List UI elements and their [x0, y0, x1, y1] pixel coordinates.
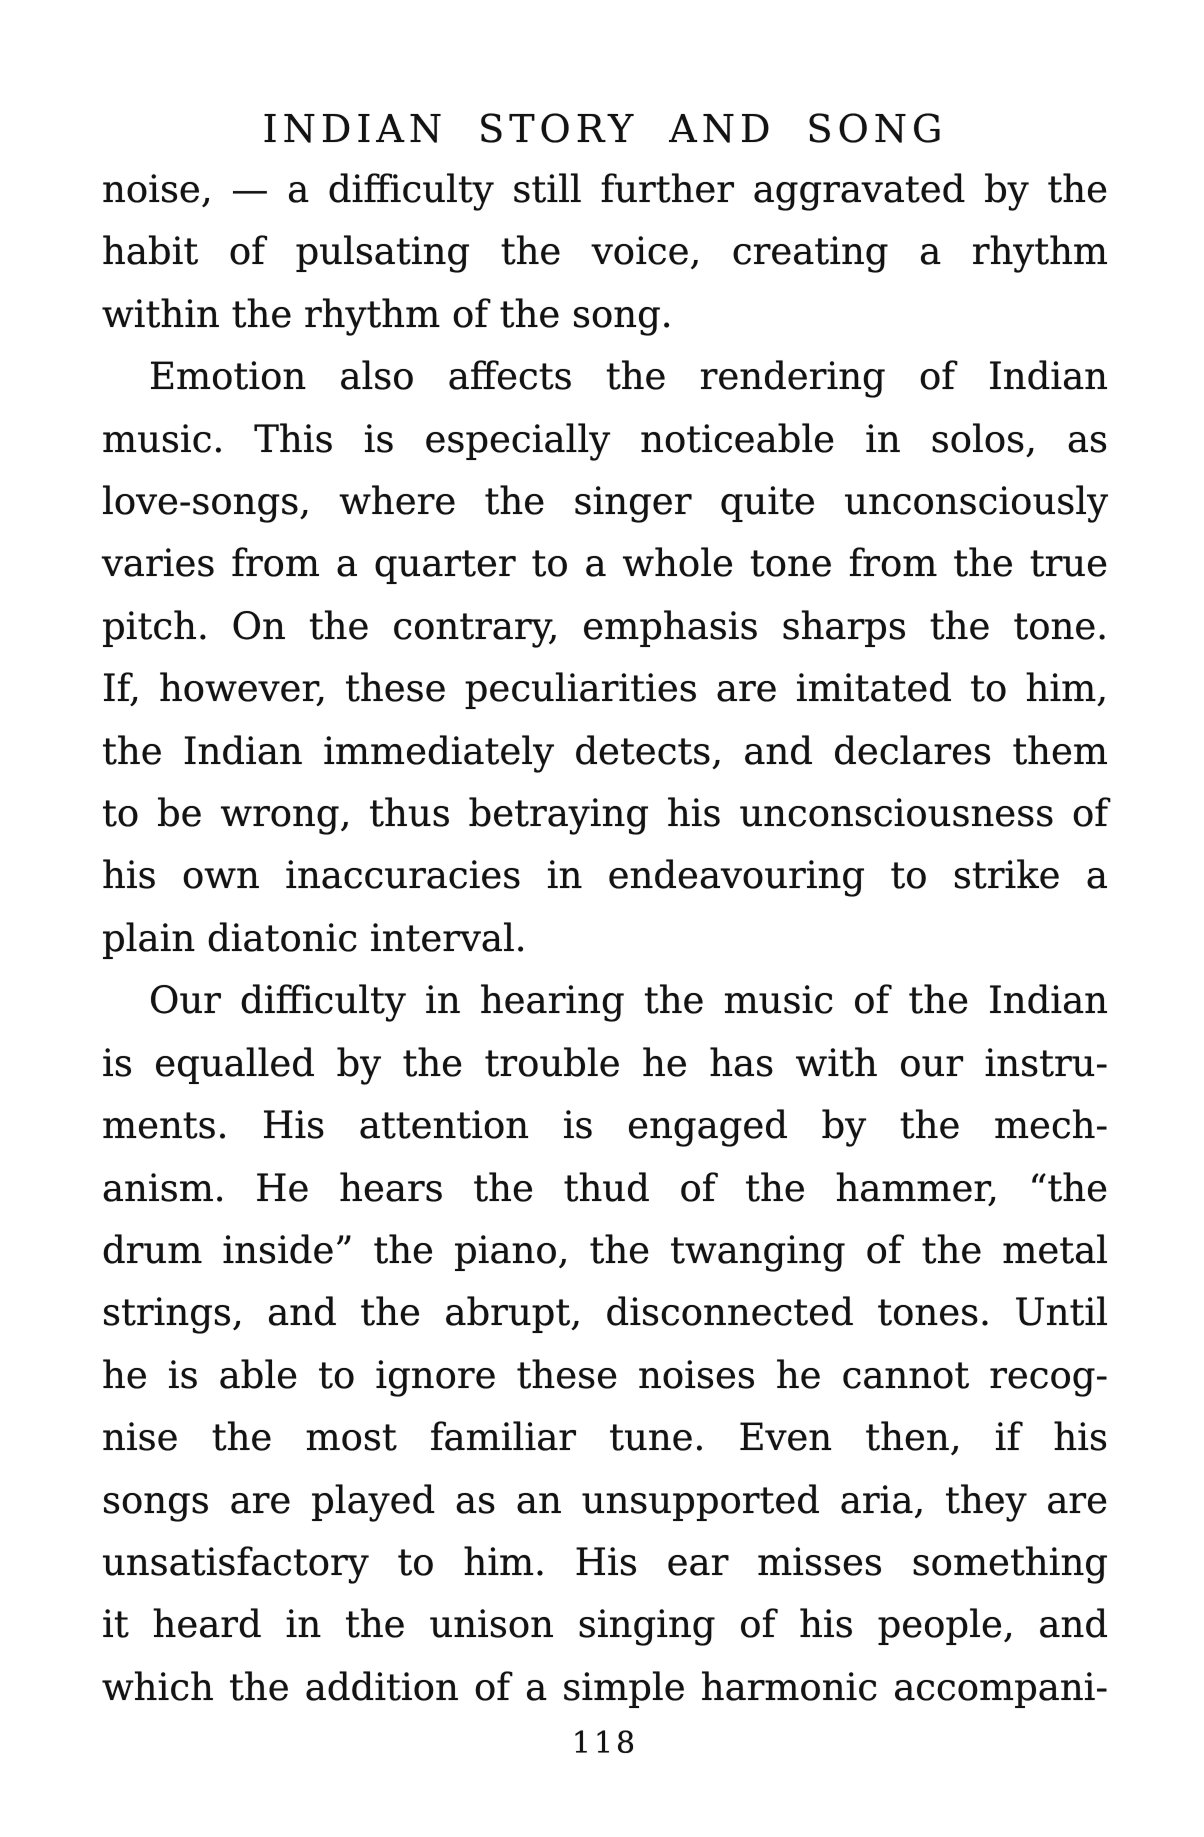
text-line: unsatisfactory to him. His ear misses something	[102, 1540, 1108, 1584]
text-line: which the addition of a simple harmonic accompani-	[102, 1665, 1108, 1709]
text-line: Our difficulty in hearing the music of the Indian	[149, 979, 1108, 1023]
text-line: music. This is especially noticeable in solos, as	[102, 417, 1108, 461]
text-line: it heard in the unison singing of his people, and	[102, 1603, 1108, 1647]
text-line: is equalled by the trouble he has with our instru-	[102, 1041, 1108, 1085]
text-line: the Indian immediately detects, and declares them	[102, 729, 1108, 773]
text-line: drum inside” the piano, the twanging of the metal	[102, 1228, 1108, 1272]
text-line: ments. His attention is engaged by the mech-	[102, 1104, 1108, 1148]
text-line: pitch. On the contrary, emphasis sharps the tone.	[102, 604, 1108, 648]
text-line: varies from a quarter to a whole tone from the true	[102, 542, 1108, 586]
text-line: plain diatonic interval.	[102, 916, 527, 960]
text-line: love-songs, where the singer quite unconsciously	[102, 480, 1108, 524]
page-number: 118	[571, 1726, 639, 1761]
text-line: he is able to ignore these noises he cannot recog-	[102, 1353, 1108, 1397]
text-line: songs are played as an unsupported aria, they are	[102, 1478, 1108, 1522]
page-header: INDIAN STORY AND SONG	[262, 107, 948, 152]
text-line: his own inaccuracies in endeavouring to strike a	[102, 854, 1108, 898]
text-line: If, however, these peculiarities are imitated to him,	[102, 667, 1108, 711]
text-line: to be wrong, thus betraying his unconsciousness of	[102, 792, 1108, 836]
text-line: noise, — a difficulty still further aggravated by the	[102, 168, 1108, 211]
text-line: habit of pulsating the voice, creating a rhythm	[102, 230, 1108, 274]
text-block	[102, 159, 1108, 1719]
text-line: anism. He hears the thud of the hammer, “the	[102, 1166, 1108, 1210]
text-line: nise the most familiar tune. Even then, if his	[102, 1416, 1108, 1460]
text-line: strings, and the abrupt, disconnected tones. Until	[102, 1291, 1108, 1335]
text-line: Emotion also affects the rendering of Indian	[149, 355, 1108, 399]
text-line: within the rhythm of the song.	[102, 292, 673, 336]
